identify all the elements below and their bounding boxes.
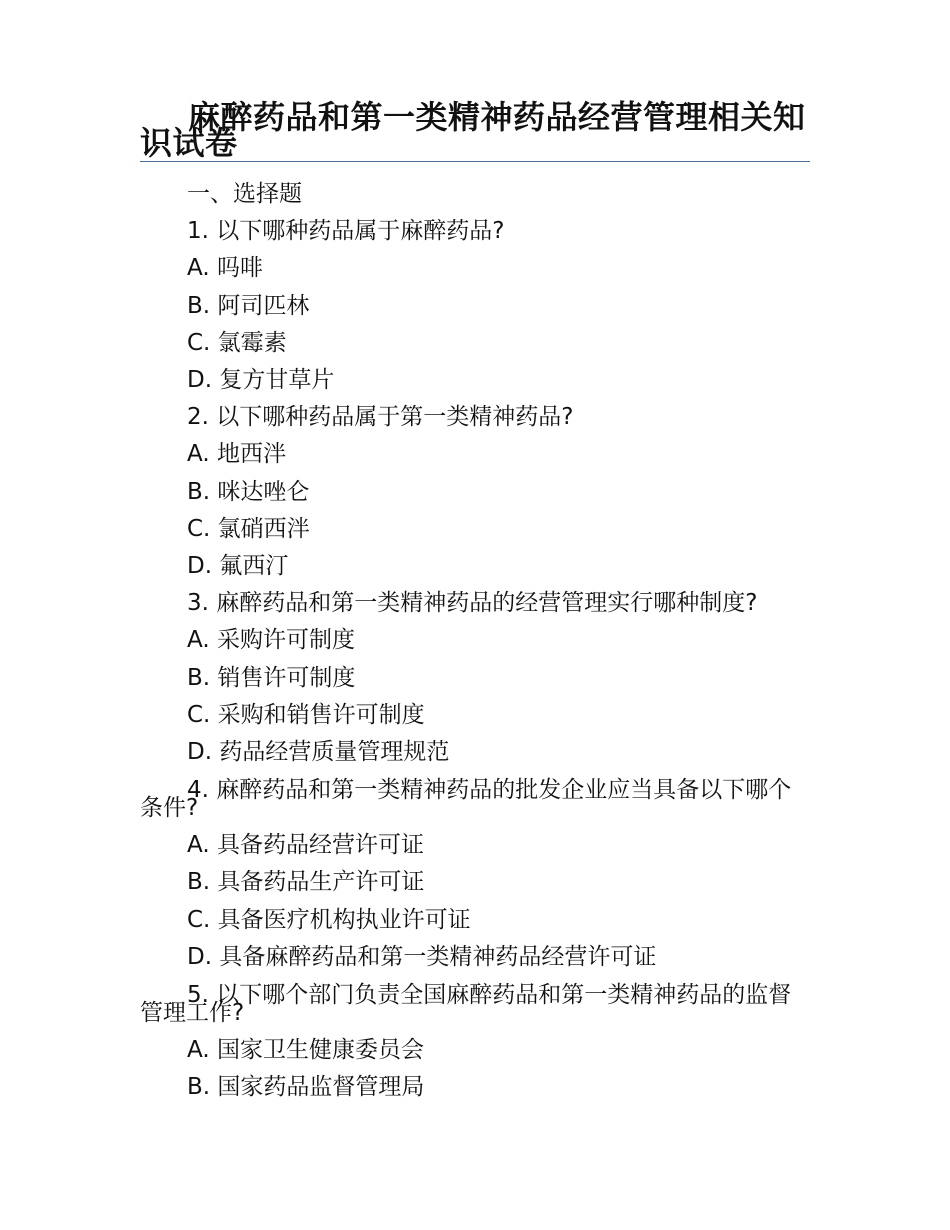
question-4-option-c: C. 具备医疗机构执业许可证 [187, 906, 471, 933]
document-body [140, 176, 812, 1106]
title-underline [140, 161, 810, 162]
question-3: 3. 麻醉药品和第一类精神药品的经营管理实行哪种制度? [187, 590, 758, 617]
question-1-option-d: D. 复方甘草片 [187, 367, 335, 394]
question-4-option-b: B. 具备药品生产许可证 [187, 869, 425, 896]
question-5-option-b: B. 国家药品监督管理局 [187, 1074, 425, 1101]
question-3-option-a: A. 采购许可制度 [187, 627, 355, 654]
question-2-option-b: B. 咪达唑仑 [187, 478, 310, 505]
section-heading: 一、选择题 [187, 181, 302, 207]
question-3-option-b: B. 销售许可制度 [187, 664, 356, 691]
question-1-option-a: A. 吗啡 [187, 255, 263, 282]
question-4: 4. 麻醉药品和第一类精神药品的批发企业应当具备以下哪个条件? [140, 777, 792, 822]
document-title: 麻醉药品和第一类精神药品经营管理相关知识试卷 [140, 98, 806, 162]
question-1-option-c: C. 氯霉素 [187, 329, 287, 356]
question-2-option-a: A. 地西泮 [187, 441, 286, 468]
question-2-option-d: D. 氟西汀 [187, 553, 289, 580]
question-5: 5. 以下哪个部门负责全国麻醉药品和第一类精神药品的监督管理工作? [140, 982, 792, 1027]
question-2: 2. 以下哪种药品属于第一类精神药品? [187, 404, 574, 431]
question-3-option-d: D. 药品经营质量管理规范 [187, 739, 450, 766]
question-2-option-c: C. 氯硝西泮 [187, 515, 310, 542]
question-5-option-a: A. 国家卫生健康委员会 [187, 1037, 424, 1064]
question-3-option-c: C. 采购和销售许可制度 [187, 701, 425, 728]
question-4-option-d: D. 具备麻醉药品和第一类精神药品经营许可证 [187, 943, 657, 970]
question-1: 1. 以下哪种药品属于麻醉药品? [187, 218, 505, 245]
question-1-option-b: B. 阿司匹林 [187, 292, 310, 319]
question-4-option-a: A. 具备药品经营许可证 [187, 832, 424, 859]
